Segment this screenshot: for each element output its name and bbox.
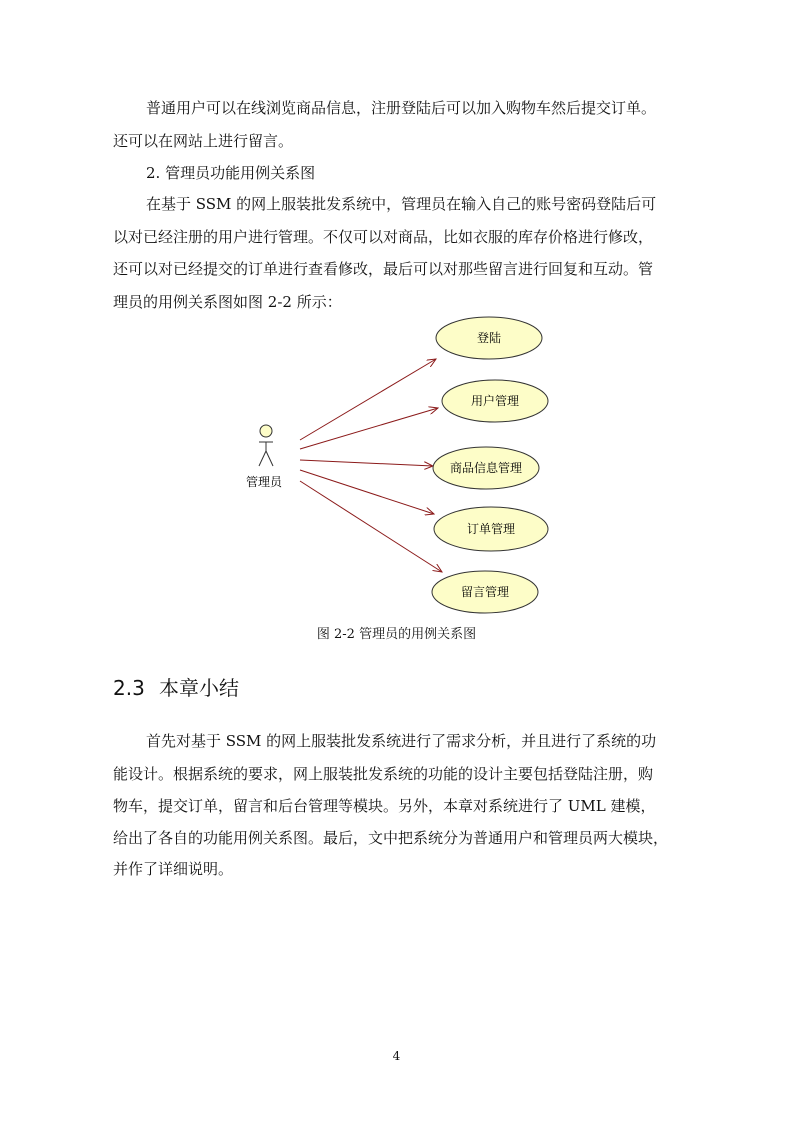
paragraph-1-line-2: 还可以在网站上进行留言。 <box>113 132 294 150</box>
section-title: 本章小结 <box>159 676 239 700</box>
paragraph-3-line-5: 并作了详细说明。 <box>113 860 234 878</box>
association-arrow-user-mgmt <box>300 408 438 449</box>
figure-caption: 图 2-2 管理员的用例关系图 <box>316 627 477 642</box>
actor-label: 管理员 <box>245 475 283 489</box>
paragraph-2-line-4: 理员的用例关系图如图 2-2 所示： <box>113 293 342 311</box>
usecase-user-management <box>442 380 548 422</box>
page-number: 4 <box>392 1049 401 1063</box>
paragraph-3-line-3: 物车，提交订单，留言和后台管理等模块。另外，本章对系统进行了 UML 建模， <box>113 797 656 815</box>
usecase-goods-info-management <box>433 447 539 489</box>
usecase-login-label: 登陆 <box>476 331 502 345</box>
usecase-message-management-label: 留言管理 <box>460 585 510 599</box>
paragraph-3-line-4: 给出了各自的功能用例关系图。最后，文中把系统分为普通用户和管理员两大模块， <box>113 829 669 847</box>
usecase-message-management <box>432 571 538 613</box>
paragraph-1-line-1: 普通用户可以在线浏览商品信息，注册登陆后可以加入购物车然后提交订单。 <box>146 99 657 117</box>
usecase-order-management-label: 订单管理 <box>466 522 516 536</box>
usecase-user-management-label: 用户管理 <box>470 394 520 408</box>
paragraph-3-line-2: 能设计。根据系统的要求，网上服装批发系统的功能的设计主要包括登陆注册，购 <box>113 765 654 783</box>
section-heading <box>113 675 239 701</box>
list-item-admin-usecase: 2. 管理员功能用例关系图 <box>146 164 316 182</box>
usecase-order-management <box>434 507 548 551</box>
section-number: 2.3 <box>113 676 145 700</box>
association-arrow-order-mgmt <box>300 470 434 514</box>
association-arrow-goods-mgmt <box>300 460 433 466</box>
usecase-login <box>436 317 542 359</box>
actor-figure <box>259 425 273 466</box>
paragraph-3-line-1: 首先对基于 SSM 的网上服装批发系统进行了需求分析，并且进行了系统的功 <box>146 732 657 750</box>
paragraph-2-line-3: 还可以对已经提交的订单进行查看修改，最后可以对那些留言进行回复和互动。管 <box>113 260 654 278</box>
usecase-goods-info-management-label: 商品信息管理 <box>449 461 523 475</box>
paragraph-2-line-1: 在基于 SSM 的网上服装批发系统中，管理员在输入自己的账号密码登陆后可 <box>146 195 657 213</box>
paragraph-2-line-2: 以对已经注册的用户进行管理。不仅可以对商品，比如衣服的库存价格进行修改， <box>113 228 654 246</box>
association-arrow-message-mgmt <box>300 481 442 572</box>
association-arrow-login <box>300 359 436 440</box>
